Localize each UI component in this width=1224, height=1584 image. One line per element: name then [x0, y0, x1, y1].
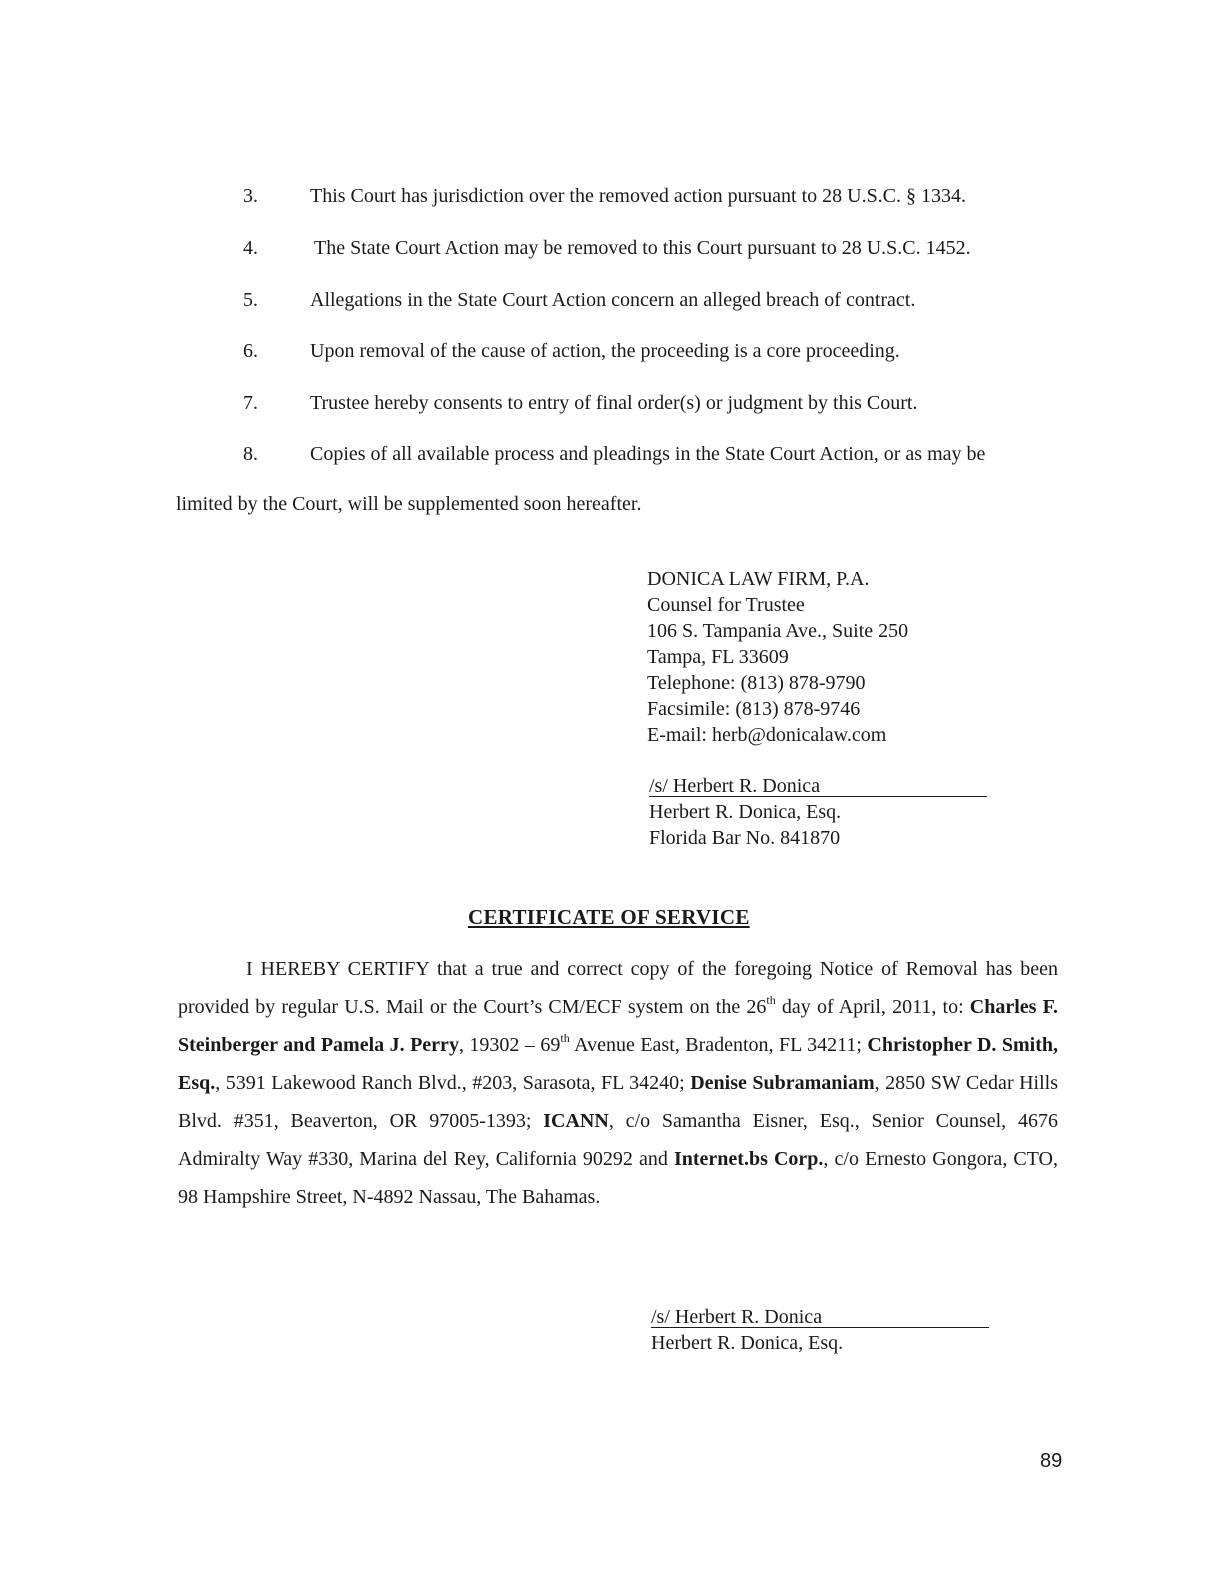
certificate-body [178, 950, 1058, 1216]
paragraph-text: Allegations in the State Court Action concern an alleged breach of contract. [310, 289, 916, 311]
cert-text: , c/o Ernesto Gongora, CTO, 98 Hampshire Street, N-4892 Nassau, The Bahamas. [178, 1148, 1058, 1208]
paragraph-text: Upon removal of the cause of action, the proceeding is a core proceeding. [310, 340, 900, 362]
firm-email: E-mail: herb@donicalaw.com [647, 724, 887, 746]
cert-text: , 2850 SW Cedar Hills Blvd. #351, Beaverton, OR 97005-1393; [178, 1072, 1059, 1132]
party-name: ICANN [543, 1110, 609, 1132]
paragraph-text: Trustee hereby consents to entry of final order(s) or judgment by this Court. [310, 392, 918, 414]
paragraph-number: 5. [243, 289, 258, 311]
party-name: Christopher D. Smith, Esq. [178, 1034, 1059, 1094]
cert-text: day of April, 2011, to: [775, 996, 970, 1018]
party-name: Charles F. Steinberger and Pamela J. Perry [178, 996, 1059, 1056]
bar-number: Florida Bar No. 841870 [649, 827, 841, 849]
firm-address-line-2: Tampa, FL 33609 [647, 646, 789, 668]
firm-name: DONICA LAW FIRM, P.A. [647, 568, 870, 590]
paragraph-text: Copies of all available process and pleadings in the State Court Action, or as may be [310, 443, 986, 465]
paragraph-number: 4. [243, 237, 258, 259]
paragraph-number: 7. [243, 392, 258, 414]
paragraph-number: 6. [243, 340, 258, 362]
firm-facsimile: Facsimile: (813) 878-9746 [647, 698, 861, 720]
signature-block-1 [649, 773, 987, 851]
party-name: Internet.bs Corp. [673, 1148, 824, 1170]
page-number: 89 [1040, 1450, 1063, 1472]
firm-role: Counsel for Trustee [647, 594, 805, 616]
firm-telephone: Telephone: (813) 878-9790 [647, 672, 866, 694]
ordinal-suffix: th [766, 993, 776, 1008]
paragraph-8-continuation: limited by the Court, will be supplemented soon hereafter. [176, 493, 642, 515]
paragraph-text: The State Court Action may be removed to this Court pursuant to 28 U.S.C. 1452. [314, 237, 971, 259]
signature-block-2 [651, 1304, 989, 1356]
party-name: Denise Subramaniam [690, 1072, 875, 1094]
paragraph-text: This Court has jurisdiction over the removed action pursuant to 28 U.S.C. § 1334. [310, 185, 967, 207]
signature-line: /s/ Herbert R. Donica [649, 776, 987, 797]
paragraph-number: 8. [243, 443, 258, 465]
cert-text: , 19302 – 69 [458, 1034, 561, 1056]
cert-text: , 5391 Lakewood Ranch Blvd., #203, Sarasota, FL 34240; [215, 1072, 691, 1094]
cert-text: I HEREBY CERTIFY that a true and correct copy of the foregoing Notice of Removal has been provided by regular U.S. Mail or the Court’s CM/ECF system on the 26 [178, 958, 1058, 1018]
signer-name: Herbert R. Donica, Esq. [649, 801, 842, 823]
cert-text: , c/o Samantha Eisner, Esq., Senior Counsel, 4676 Admiralty Way #330, Marina del Rey, California 90292 and [178, 1110, 1058, 1170]
certificate-heading: CERTIFICATE OF SERVICE [468, 905, 750, 929]
firm-signature-block [647, 566, 908, 748]
firm-address-line-1: 106 S. Tampania Ave., Suite 250 [647, 620, 909, 642]
signature-line: /s/ Herbert R. Donica [651, 1307, 989, 1328]
cert-text: Avenue East, Bradenton, FL 34211; [569, 1034, 868, 1056]
ordinal-suffix: th [560, 1031, 570, 1046]
paragraph-number: 3. [243, 185, 258, 207]
signer-name: Herbert R. Donica, Esq. [651, 1332, 844, 1354]
